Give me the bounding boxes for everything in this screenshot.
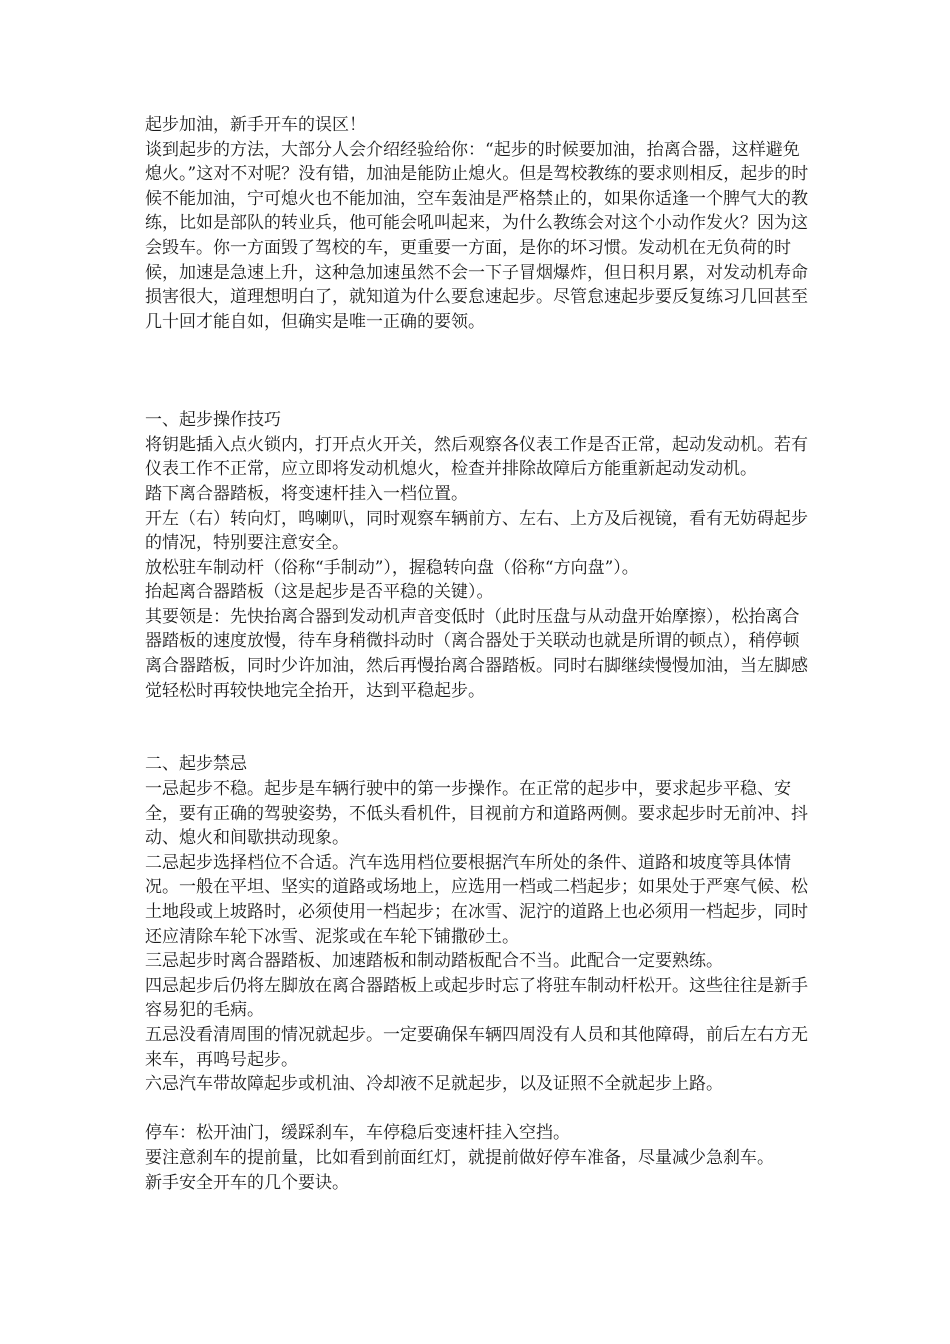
key-points-paragraph: 其要领是：先快抬离合器到发动机声音变低时（此时压盘与从动盘开始摩擦），松抬离合器踏板的速度放慢，待车身稍微抖动时（离合器处于关联动也就是所谓的顿点），稍停顿离合器踏板，同时少许加油，然后再慢抬离合器踏板。同时右脚继续慢慢加油，当左脚感觉轻松时再较快地完全抬开，达到平稳起步。 bbox=[145, 606, 808, 701]
taboo-item: 三忌起步时离合器踏板、加速踏板和制动踏板配合不当。此配合一定要熟练。 bbox=[145, 951, 723, 972]
step-line: 放松驻车制动杆（俗称“手制动”），握稳转向盘（俗称“方向盘”）。 bbox=[145, 557, 639, 578]
step-line: 抬起离合器踏板（这是起步是否平稳的关键）。 bbox=[145, 582, 494, 603]
intro-paragraph: 谈到起步的方法，大部分人会介绍经验给你：“起步的时候要加油，抬离合器，这样避免熄火。”这对不对呢？没有错，加油是能防止熄火。但是驾校教练的要求则相反，起步的时候不能加油，宁可熄火也不能加油，空车轰油是严格禁止的，如果你适逢一个脾气大的教练，比如是部队的转业兵，他可能会吼叫起来，为什么教练会对这个小动作发火？因为这会毁车。你一方面毁了驾校的车，更重要一方面，是你的坏习惯。发动机在无负荷的时候，加速是急速上升，这种急加速虽然不会一下子冒烟爆炸，但日积月累，对发动机寿命损害很大，道理想明白了，就知道为什么要怠速起步。尽管怠速起步要反复练习几回甚至几十回才能自如，但确实是唯一正确的要领。 bbox=[145, 139, 809, 332]
step-line: 将钥匙插入点火锁内，打开点火开关，然后观察各仪表工作是否正常，起动发动机。若有仪表工作不正常，应立即将发动机熄火，检查并排除故障后方能重新起动发动机。 bbox=[145, 434, 808, 480]
closing-line: 要注意刹车的提前量，比如看到前面红灯，就提前做好停车准备，尽量减少急刹车。 bbox=[145, 1147, 774, 1168]
taboo-item: 二忌起步选择档位不合适。汽车选用档位要根据汽车所处的条件、道路和坡度等具体情况。一般在平坦、坚实的道路或场地上，应选用一档或二档起步；如果处于严寒气候、松土地段或上坡路时，必须使用一档起步；在冰雪、泥泞的道路上也必须用一档起步，同时还应清除车轮下冰雪、泥浆或在车轮下铺撒砂土。 bbox=[145, 852, 808, 947]
taboo-item: 四忌起步后仍将左脚放在离合器踏板上或起步时忘了将驻车制动杆松开。这些往往是新手容易犯的毛病。 bbox=[145, 975, 808, 1021]
article-title: 起步加油，新手开车的误区！ bbox=[145, 115, 366, 135]
taboo-item: 一忌起步不稳。起步是车辆行驶中的第一步操作。在正常的起步中，要求起步平稳、安全，要有正确的驾驶姿势，不低头看机件，目视前方和道路两侧。要求起步时无前冲、抖动、熄火和间歇拱动现象。 bbox=[145, 779, 808, 849]
closing-line: 新手安全开车的几个要诀。 bbox=[145, 1172, 349, 1193]
section2-heading: 二、起步禁忌 bbox=[145, 754, 247, 775]
document-page bbox=[145, 113, 810, 1195]
step-line: 开左（右）转向灯，鸣喇叭，同时观察车辆前方、左右、上方及后视镜，看有无妨碍起步的情况，特别要注意安全。 bbox=[145, 508, 808, 554]
taboo-item: 五忌没看清周围的情况就起步。一定要确保车辆四周没有人员和其他障碍，前后左右方无来车，再鸣号起步。 bbox=[145, 1024, 808, 1070]
step-line: 踏下离合器踏板，将变速杆挂入一档位置。 bbox=[145, 483, 468, 504]
section1-heading: 一、起步操作技巧 bbox=[145, 410, 281, 431]
taboo-item: 六忌汽车带故障起步或机油、冷却液不足就起步，以及证照不全就起步上路。 bbox=[145, 1074, 723, 1095]
closing-line: 停车：松开油门，缓踩刹车，车停稳后变速杆挂入空挡。 bbox=[145, 1123, 570, 1144]
